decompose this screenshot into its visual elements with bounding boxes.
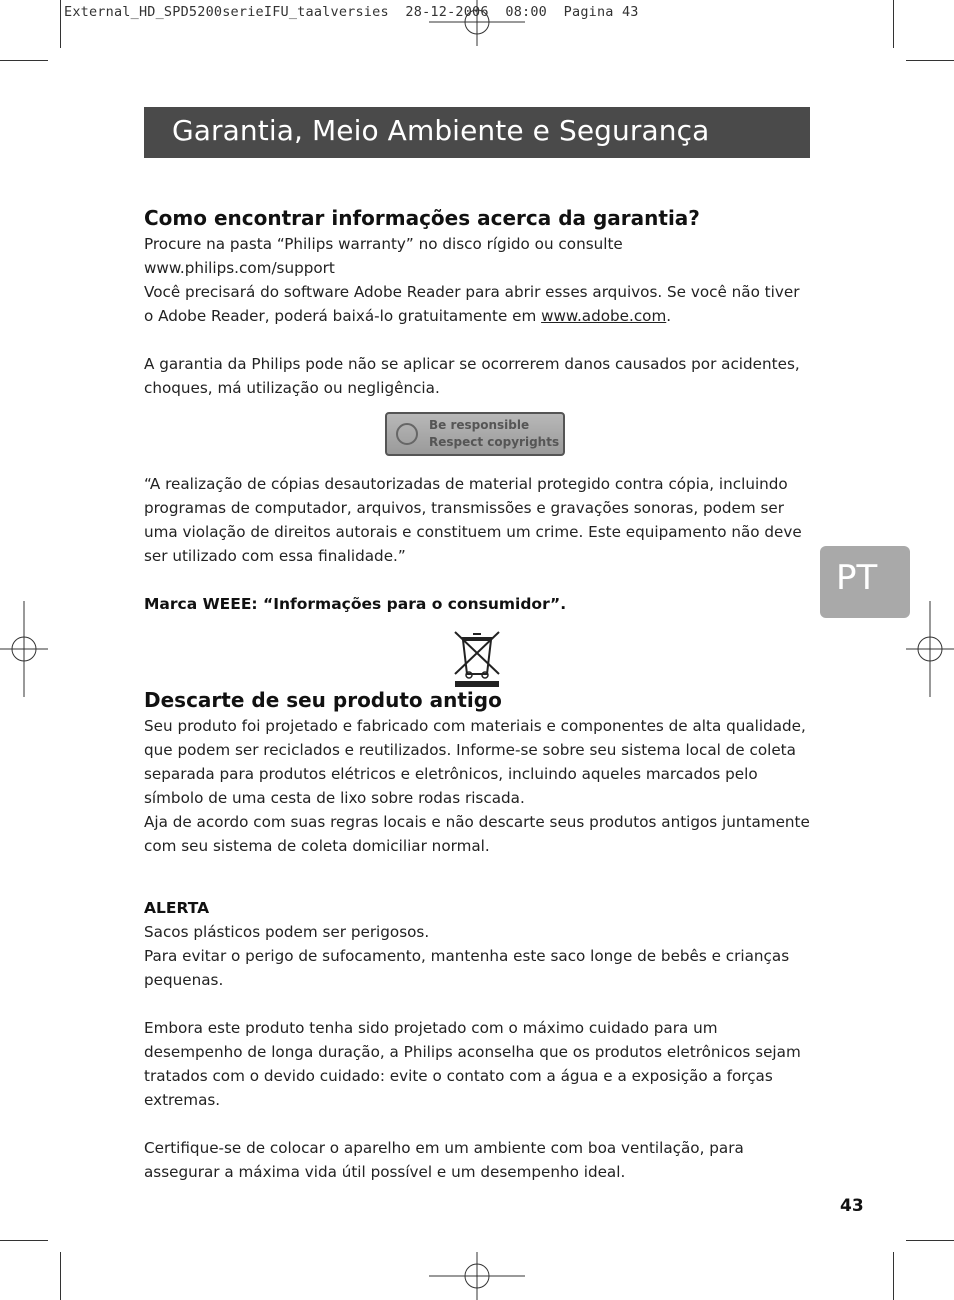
disposal-heading: Descarte de seu produto antigo (144, 688, 502, 712)
warranty-adobe-period: . (666, 307, 672, 325)
copyright-quote: “A realização de cópias desautorizadas de material protegido contra cópia, incluindo programas de computador, arquivos, transmissões e gravações sonoras, podem ser uma violação de direitos autorais e constituem um crime. Este equipamento não deve ser utilizado com essa finalidade.” (144, 475, 802, 565)
warranty-line-1: Procure na pasta “Philips warranty” no disco rígido ou consulte (144, 235, 623, 253)
copyright-badge-area (144, 400, 810, 472)
copyright-badge (385, 412, 565, 456)
weee-symbol-area (144, 616, 810, 686)
main-content (144, 204, 810, 1184)
crop-mark (893, 1252, 894, 1300)
warranty-heading: Como encontrar informações acerca da garantia? (144, 206, 700, 230)
crossed-wheelie-bin-icon (453, 630, 501, 688)
disposal-paragraph-2: Aja de acordo com suas regras locais e não descarte seus produtos antigos juntamente com seu sistema de coleta domiciliar normal. (144, 813, 810, 855)
alert-line-1: Sacos plásticos podem ser perigosos. (144, 923, 430, 941)
weee-heading: Marca WEEE: “Informações para o consumidor”. (144, 595, 567, 613)
page-number: 43 (840, 1196, 864, 1216)
crop-mark (60, 0, 61, 48)
page-title-bar (144, 107, 810, 158)
crop-mark (906, 1240, 954, 1241)
alert-heading: ALERTA (144, 899, 210, 917)
ventilation-paragraph: Certifique-se de colocar o aparelho em um ambiente com boa ventilação, para assegurar a máxima vida útil possível e um desempenho ideal. (144, 1139, 744, 1181)
crop-mark (893, 0, 894, 48)
registration-mark-icon (0, 601, 48, 697)
print-slug: External_HD_SPD5200serieIFU_taalversies 28-12-2006 08:00 Pagina 43 (64, 4, 639, 20)
crop-mark (906, 60, 954, 61)
copyright-circle-icon (396, 423, 418, 445)
warranty-disclaimer: A garantia da Philips pode não se aplicar se ocorrerem danos causados por acidentes, choques, má utilização ou negligência. (144, 355, 800, 397)
registration-mark-icon (429, 1252, 525, 1300)
language-tab-label: PT (836, 558, 878, 598)
warranty-adobe-paragraph (144, 280, 810, 328)
badge-line-2: Respect copyrights (429, 435, 560, 449)
alert-line-2: Para evitar o perigo de sufocamento, mantenha este saco longe de bebês e crianças pequenas. (144, 947, 790, 989)
language-tab (820, 546, 910, 618)
registration-mark-icon (906, 601, 954, 697)
adobe-link[interactable]: www.adobe.com (541, 307, 667, 325)
badge-line-1: Be responsible (429, 418, 530, 432)
crop-mark (0, 1240, 48, 1241)
care-paragraph: Embora este produto tenha sido projetado com o máximo cuidado para um desempenho de longa duração, a Philips aconselha que os produtos eletrônicos sejam tratados com o devido cuidado: evite o contato com a água e a exposição a forças extremas. (144, 1019, 801, 1109)
warranty-adobe-text: Você precisará do software Adobe Reader para abrir esses arquivos. Se você não tiver o Adobe Reader, poderá baixá-lo gratuitamente em (144, 283, 800, 325)
registration-mark-icon (429, 0, 525, 48)
warranty-line-2: www.philips.com/support (144, 259, 335, 277)
page-title: Garantia, Meio Ambiente e Segurança (172, 114, 710, 147)
disposal-paragraph-1: Seu produto foi projetado e fabricado com materiais e componentes de alta qualidade, que podem ser reciclados e reutilizados. Informe-se sobre seu sistema local de coleta separada para produtos elétricos e eletrônicos, incluindo aqueles marcados pelo símbolo de uma cesta de lixo sobre rodas riscada. (144, 717, 806, 807)
crop-mark (60, 1252, 61, 1300)
crop-mark (0, 60, 48, 61)
